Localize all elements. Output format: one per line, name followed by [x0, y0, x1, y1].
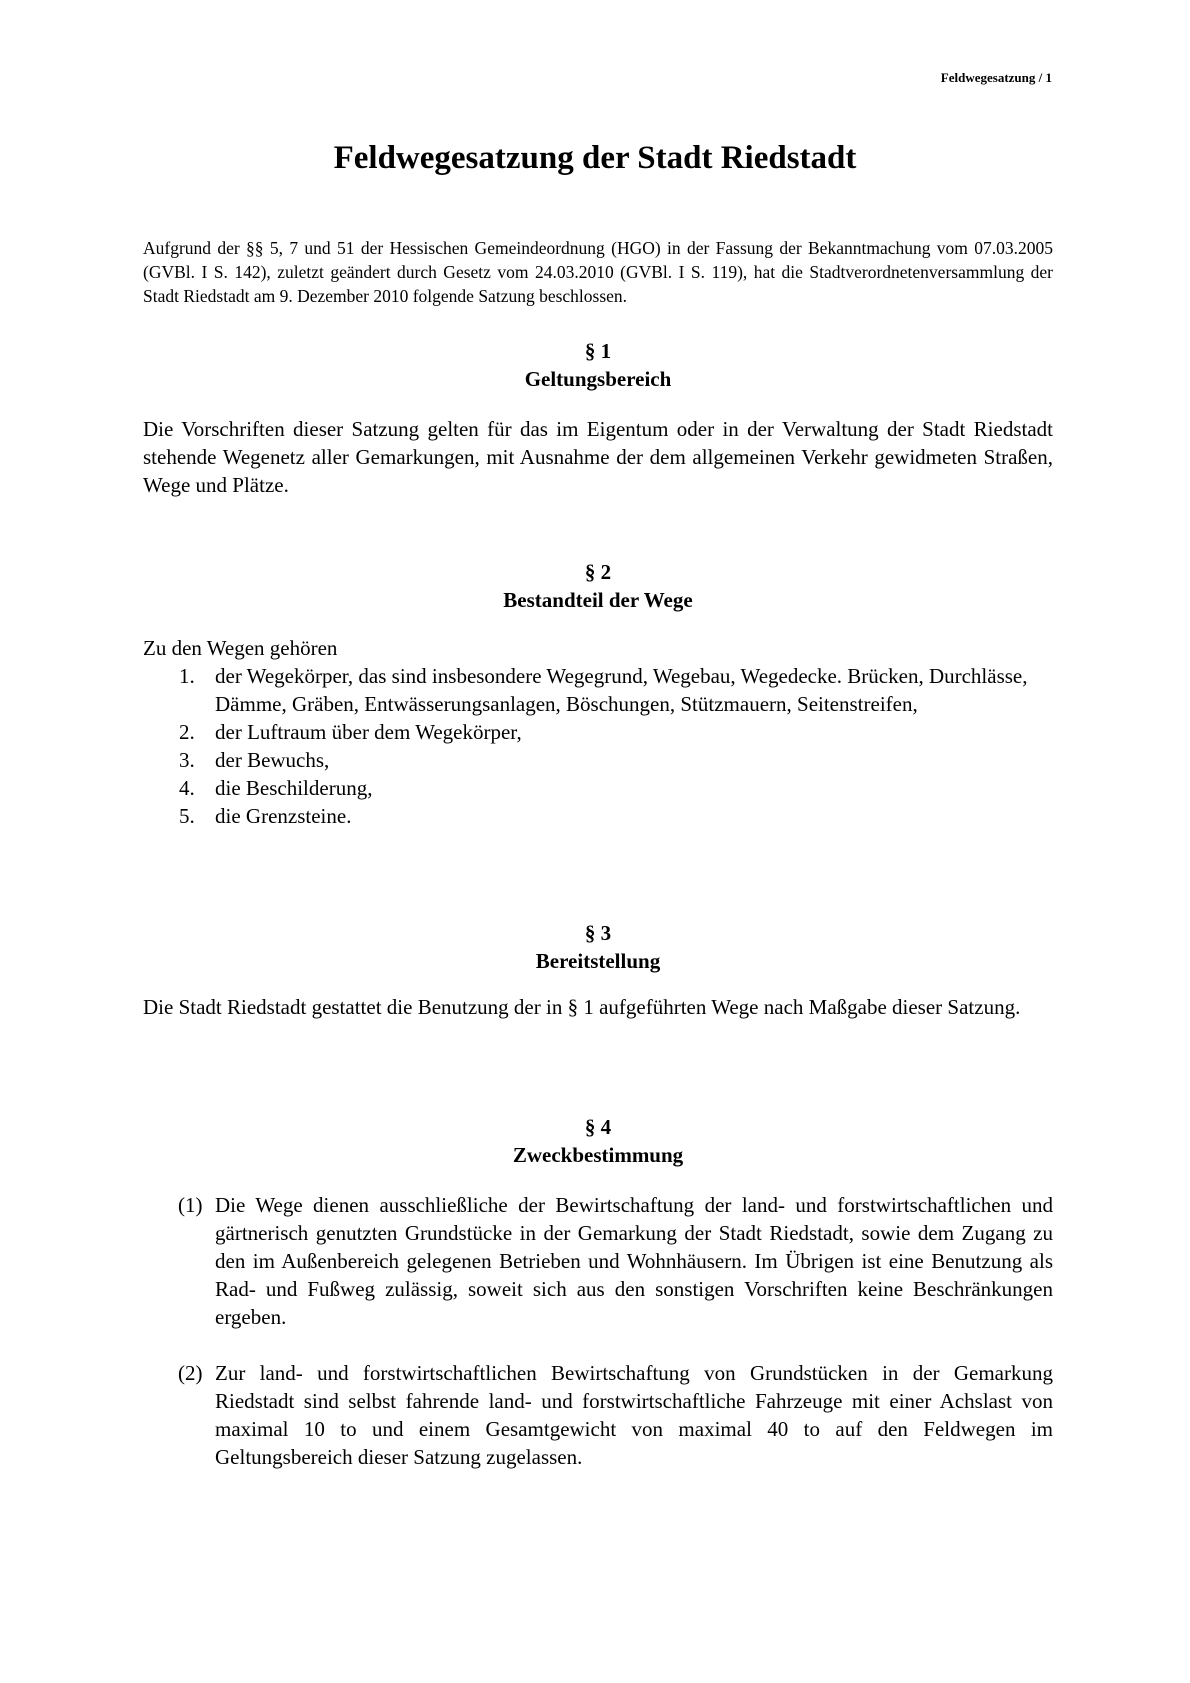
list-item-number: 1.: [179, 664, 195, 688]
section-2: [143, 558, 1053, 830]
list-item: [143, 662, 1053, 718]
paragraph-number: (2): [178, 1361, 203, 1385]
section-number: § 4: [584, 1115, 612, 1139]
paragraph-text: Die Wege dienen ausschließliche der Bewirtschaftung der land- und forstwirtschaftlichen und gärtnerisch genutzten Grundstücke in der Gemarkung der Stadt Riedstadt, sowie dem Zugang zu den im Außenbereich gelegenen Betrieben und Wohnhäusern. Im Übrigen ist eine Benutzung als Rad- und Fußweg zulässig, soweit sich aus den sonstigen Vorschriften keine Beschränkungen ergeben.: [215, 1193, 1053, 1329]
list-item: [143, 718, 1053, 746]
paragraph-text: Zur land- und forstwirtschaftlichen Bewirtschaftung von Grundstücken in der Gemarkung Riedstadt sind selbst fahrende land- und forstwirtschaftliche Fahrzeuge mit einer Achslast von maximal 10 to und einem Gesamtgewicht von maximal 40 to auf den Feldwegen im Geltungsbereich dieser Satzung zugelassen.: [215, 1361, 1053, 1469]
section-text: Die Vorschriften dieser Satzung gelten für das im Eigentum oder in der Verwaltung der Stadt Riedstadt stehende Wegenetz aller Gemarkungen, mit Ausnahme der dem allgemeinen Verkehr gewidmeten Straßen, Wege und Plätze.: [143, 417, 1053, 497]
list-item-text: der Wegekörper, das sind insbesondere Wegegrund, Wegebau, Wegedecke. Brücken, Durchlässe, Dämme, Gräben, Entwässerungsanlagen, Böschungen, Stützmauern, Seitenstreifen,: [215, 664, 1028, 716]
section-3: [143, 919, 1053, 1021]
section-number: § 3: [584, 921, 612, 945]
list-item: [143, 774, 1053, 802]
section-number: § 2: [584, 560, 612, 584]
list-item-text: der Luftraum über dem Wegekörper,: [215, 720, 522, 744]
list-item-number: 5.: [179, 804, 195, 828]
list-item-number: 2.: [179, 720, 195, 744]
preamble: Aufgrund der §§ 5, 7 und 51 der Hessischen Gemeindeordnung (HGO) in der Fassung der Bekanntmachung vom 07.03.2005 (GVBl. I S. 142), zuletzt geändert durch Gesetz vom 24.03.2010 (GVBl. I S. 119), hat die Stadtverordnetenversammlung der Stadt Riedstadt am 9. Dezember 2010 folgende Satzung beschlossen.: [143, 238, 1053, 306]
section-text: Die Stadt Riedstadt gestattet die Benutzung der in § 1 aufgeführten Wege nach Maßgabe dieser Satzung.: [143, 995, 1021, 1019]
list-item-number: 3.: [179, 748, 195, 772]
running-header: Feldwegesatzung / 1: [940, 70, 1052, 85]
section-1: [143, 337, 1053, 499]
section-4: [143, 1113, 1053, 1499]
section-title: Bestandteil der Wege: [503, 588, 693, 612]
paragraph-item: [143, 1191, 1053, 1331]
list-item-text: die Beschilderung,: [215, 776, 373, 800]
list-item-text: der Bewuchs,: [215, 748, 330, 772]
document-title: Feldwegesatzung der Stadt Riedstadt: [333, 140, 857, 176]
paragraph-list: [143, 1191, 1053, 1471]
paragraph-item: [143, 1359, 1053, 1471]
numbered-list: [143, 662, 1053, 830]
paragraph-number: (1): [178, 1193, 203, 1217]
section-intro: Zu den Wegen gehören: [143, 636, 338, 660]
section-title: Zweckbestimmung: [512, 1143, 684, 1167]
section-title: Geltungsbereich: [524, 367, 672, 391]
list-item-number: 4.: [179, 776, 195, 800]
section-title: Bereitstellung: [535, 949, 661, 973]
list-item-text: die Grenzsteine.: [215, 804, 352, 828]
list-item: [143, 802, 1053, 830]
list-item: [143, 746, 1053, 774]
section-number: § 1: [584, 339, 612, 363]
